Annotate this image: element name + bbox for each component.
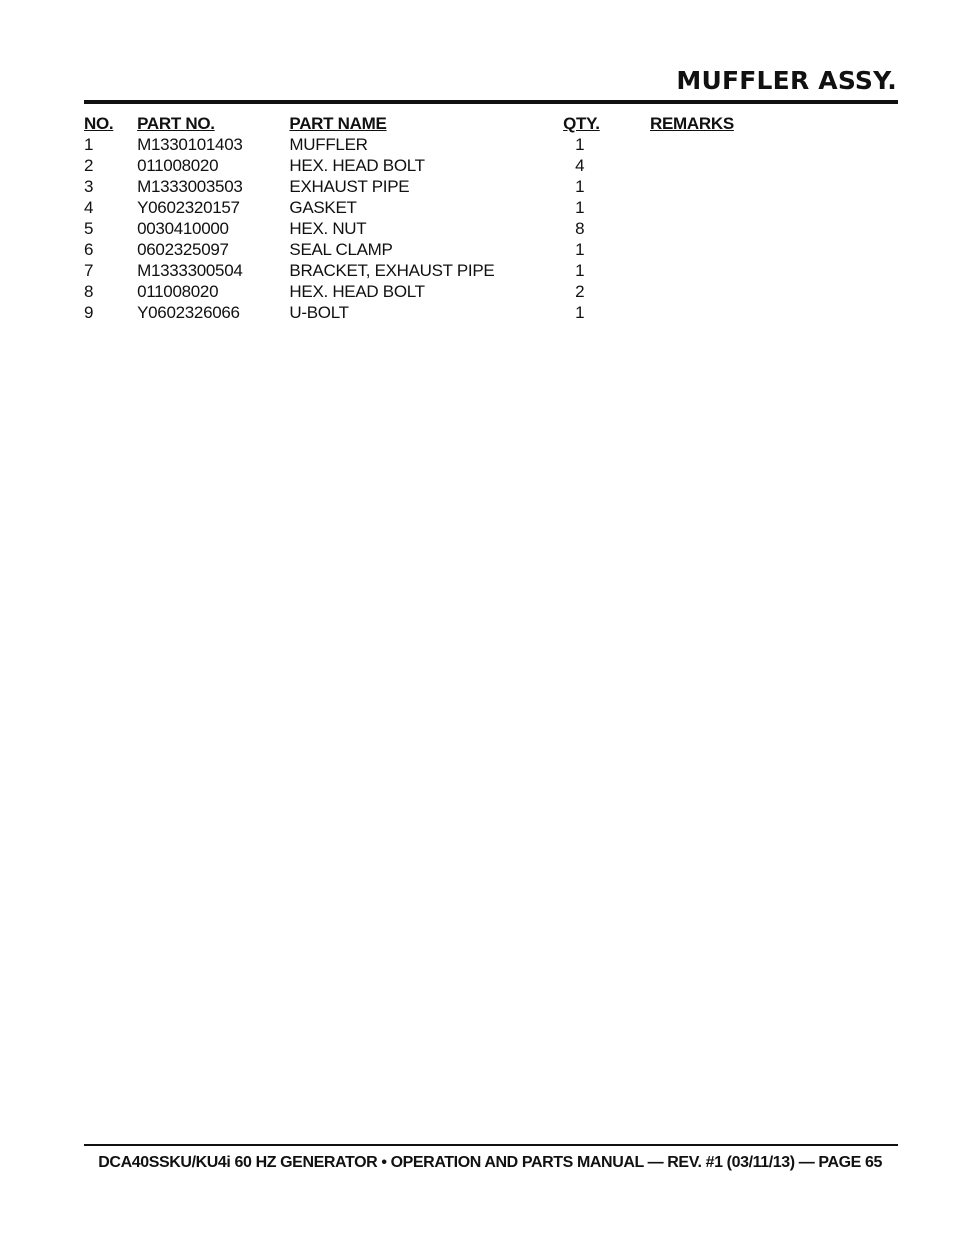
row-qty: 2 xyxy=(575,282,585,301)
table-row xyxy=(84,197,784,218)
table-row xyxy=(84,302,784,323)
page-title: MUFFLER ASSY. xyxy=(676,66,897,95)
row-part-name: HEX. HEAD BOLT xyxy=(289,156,425,175)
table-row xyxy=(84,239,784,260)
row-no: 3 xyxy=(84,177,94,196)
row-no: 4 xyxy=(84,198,94,217)
row-no: 1 xyxy=(84,135,94,154)
row-part-name: BRACKET, EXHAUST PIPE xyxy=(289,261,495,280)
row-part-name: HEX. HEAD BOLT xyxy=(289,282,425,301)
table-row xyxy=(84,176,784,197)
footer-divider xyxy=(84,1144,898,1146)
row-part-name: EXHAUST PIPE xyxy=(289,177,410,196)
row-part-no: Y0602326066 xyxy=(137,303,240,322)
row-remarks xyxy=(650,239,784,260)
row-qty: 4 xyxy=(575,156,585,175)
table-row xyxy=(84,155,784,176)
row-no: 5 xyxy=(84,219,94,238)
row-part-name: MUFFLER xyxy=(289,135,368,154)
parts-table xyxy=(84,113,784,323)
row-qty: 1 xyxy=(575,177,585,196)
row-remarks xyxy=(650,197,784,218)
title-divider xyxy=(84,100,898,104)
row-remarks xyxy=(650,260,784,281)
header-part-no: PART NO. xyxy=(137,114,215,133)
row-part-no: 0030410000 xyxy=(137,219,229,238)
row-qty: 1 xyxy=(575,198,585,217)
parts-table-body xyxy=(84,134,784,323)
parts-table-header xyxy=(84,113,784,134)
row-no: 7 xyxy=(84,261,94,280)
row-qty: 8 xyxy=(575,219,585,238)
row-remarks xyxy=(650,281,784,302)
row-part-no: M1330101403 xyxy=(137,135,243,154)
row-part-name: HEX. NUT xyxy=(289,219,367,238)
row-no: 2 xyxy=(84,156,94,175)
row-no: 6 xyxy=(84,240,94,259)
row-qty: 1 xyxy=(575,261,585,280)
table-row xyxy=(84,218,784,239)
row-qty: 1 xyxy=(575,240,585,259)
row-part-no: M1333300504 xyxy=(137,261,243,280)
row-part-name: GASKET xyxy=(289,198,357,217)
row-part-name: U-BOLT xyxy=(289,303,349,322)
row-part-no: 011008020 xyxy=(137,282,219,301)
row-remarks xyxy=(650,302,784,323)
row-part-no: 0602325097 xyxy=(137,240,229,259)
row-part-no: M1333003503 xyxy=(137,177,243,196)
header-part-name: PART NAME xyxy=(289,114,387,133)
row-part-no: 011008020 xyxy=(137,156,219,175)
table-row xyxy=(84,281,784,302)
row-no: 9 xyxy=(84,303,94,322)
page-footer: DCA40SSKU/KU4i 60 HZ GENERATOR • OPERATION AND PARTS MANUAL — REV. #1 (03/11/13) — PAGE 65 xyxy=(98,1154,882,1171)
row-remarks xyxy=(650,218,784,239)
row-no: 8 xyxy=(84,282,94,301)
row-qty: 1 xyxy=(575,135,585,154)
header-remarks: REMARKS xyxy=(650,114,734,133)
row-remarks xyxy=(650,155,784,176)
header-no: NO. xyxy=(84,114,114,133)
table-row xyxy=(84,260,784,281)
row-remarks xyxy=(650,134,784,155)
table-row xyxy=(84,134,784,155)
header-qty: QTY. xyxy=(563,114,600,133)
header-row xyxy=(84,113,784,134)
row-qty: 1 xyxy=(575,303,585,322)
row-part-no: Y0602320157 xyxy=(137,198,240,217)
row-part-name: SEAL CLAMP xyxy=(289,240,393,259)
row-remarks xyxy=(650,176,784,197)
